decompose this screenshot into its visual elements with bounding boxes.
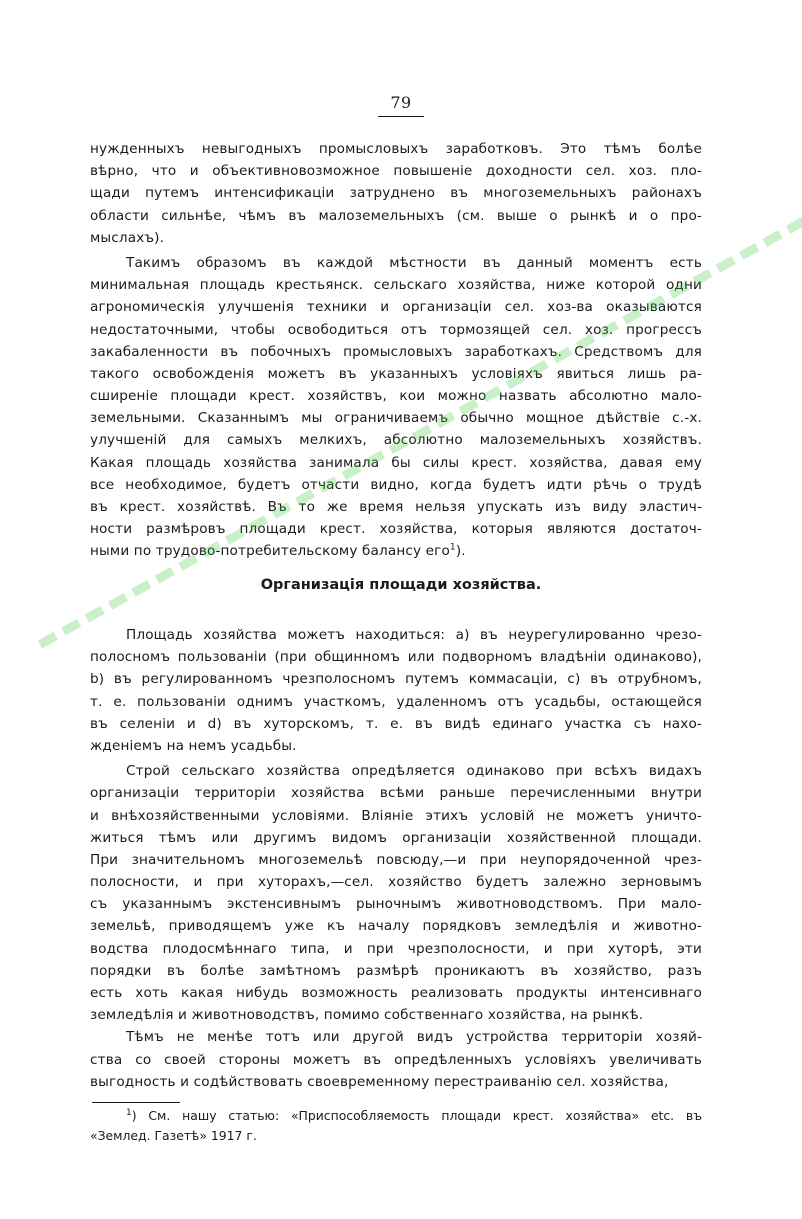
text-line: мыслахъ).	[90, 229, 165, 246]
text-line: такого освобожденія можетъ въ указанныхъ условіяхъ явиться лишь ра-	[90, 365, 702, 382]
text-line: организаціи территоріи хозяйства всѣми раньше перечисленными внутри	[90, 785, 702, 802]
footnote-line	[90, 1106, 702, 1126]
text-line: Такимъ образомъ въ каждой мѣстности въ данный моментъ есть	[126, 254, 702, 271]
text-line: земельѣ, приводящемъ уже къ началу порядковъ земледѣлія и животно-	[90, 918, 702, 935]
text-block-top	[90, 138, 702, 563]
text-line: порядки въ болѣе замѣтномъ размѣрѣ проникаютъ въ хозяйство, разъ	[90, 962, 702, 979]
text-line: агрономическія улучшенія техники и организаціи сел. хоз-ва оказываются	[90, 299, 702, 316]
text-line: сширеніе площади крест. хозяйствъ, кои можно назвать абсолютно мало-	[90, 388, 702, 405]
footnote	[90, 1106, 702, 1146]
text-line: есть хоть какая нибудь возможность реализовать продукты интенсивнаго	[90, 985, 702, 1001]
text-line: земельными. Сказаннымъ мы ограничиваемъ обычно мощное дѣйствіе с.-х.	[90, 410, 702, 427]
text-line: все необходимое, будетъ отчасти видно, когда будетъ идти рѣчь о трудѣ	[90, 476, 702, 493]
text-line: т. е. пользованіи однимъ участкомъ, удаленномъ отъ усадьбы, остающейся	[90, 693, 702, 710]
text-line: полосности, и при хуторахъ,—сел. хозяйство будетъ залежно зерновымъ	[90, 874, 702, 891]
footnote-separator	[92, 1102, 180, 1103]
text-line: вѣрно, что и объективновозможное повышеніе доходности сел. хоз. пло-	[90, 163, 702, 180]
text-line: ства со своей стороны можетъ въ опредѣленныхъ условіяхъ увеличивать	[90, 1051, 702, 1068]
text-line: съ указаннымъ экстенсивнымъ рыночнымъ животноводствомъ. При мало-	[90, 896, 702, 913]
text-line: b) въ регулированномъ чрезполосномъ путемъ коммасаціи, c) въ отрубномъ,	[90, 671, 702, 688]
text-fragment: ными по трудово-потребительскому балансу его	[90, 543, 450, 560]
paragraph	[90, 1026, 702, 1093]
text-line: Какая площадь хозяйства занимала бы силы крест. хозяйства, давая ему	[90, 454, 702, 471]
text-line: въ крест. хозяйствѣ. Въ то же время нельзя упускать изъ виду эластич-	[90, 499, 702, 515]
text-line: водства плодосмѣннаго типа, и при чрезполосности, и при хуторѣ, эти	[90, 940, 702, 957]
text-line: выгодность и содѣйствовать своевременному перестраиванію сел. хозяйства,	[90, 1073, 669, 1090]
text-line-with-footnote	[90, 540, 702, 562]
text-line: ности размѣровъ площади крест. хозяйства, которыя являются достаточ-	[90, 521, 702, 538]
text-fragment: ).	[455, 543, 466, 560]
text-line: жденіемъ на немъ усадьбы.	[90, 737, 297, 754]
text-line: въ селеніи и d) въ хуторскомъ, т. е. въ видѣ единаго участка съ нахо-	[90, 715, 702, 732]
text-line: недостаточными, чтобы освободиться отъ тормозящей сел. хоз. прогрессъ	[90, 321, 702, 338]
paragraph	[90, 760, 702, 1026]
text-line: области сильнѣе, чѣмъ въ малоземельныхъ (см. выше о рынкѣ и о про-	[90, 207, 702, 224]
text-block-bottom	[90, 624, 702, 1093]
section-heading: Организація площади хозяйства.	[260, 577, 542, 593]
text-line: полосномъ пользованіи (при общинномъ или подворномъ владѣніи одинаково),	[90, 649, 702, 666]
text-line: житься тѣмъ или другимъ видомъ организаціи хозяйственной площади.	[90, 829, 702, 846]
text-line: Площадь хозяйства можетъ находиться: a) въ неурегулированно чрезо-	[126, 627, 702, 643]
paragraph	[90, 624, 702, 757]
text-line: улучшеній для самыхъ мелкихъ, абсолютно малоземельныхъ хозяйствъ.	[90, 432, 702, 449]
text-line: закабаленности въ побочныхъ промысловыхъ заработкахъ. Средствомъ для	[90, 343, 702, 360]
text-line: земледѣлія и животноводствъ, помимо собственнаго хозяйства, на рынкѣ.	[90, 1007, 644, 1024]
paragraph	[90, 138, 702, 249]
text-line: Тѣмъ не менѣе тотъ или другой видъ устройства территоріи хозяй-	[126, 1029, 702, 1046]
text-line: Строй сельскаго хозяйства опредѣляется одинаково при всѣхъ видахъ	[126, 763, 702, 780]
page-number: 79	[390, 93, 412, 112]
footnote-reference: 1	[449, 542, 456, 553]
text-line: и внѣхозяйственными условіями. Вліяніе этихъ условій не можетъ уничто-	[90, 807, 702, 824]
text-line: нужденныхъ невыгодныхъ промысловыхъ заработковъ. Это тѣмъ болѣе	[90, 141, 702, 157]
page-number-underline	[378, 116, 424, 117]
paragraph	[90, 252, 702, 563]
text-line: минимальная площадь крестьянск. сельскаго хозяйства, ниже которой одни	[90, 277, 702, 294]
text-line: щади путемъ интенсификаціи затруднено въ многоземельныхъ районахъ	[90, 185, 702, 202]
footnote-mark: 1	[126, 1107, 132, 1118]
text-fragment: ) См. нашу статью: «Приспособляемость площади крест. хозяйства» etc. въ	[131, 1108, 702, 1123]
text-line: При значительномъ многоземельѣ повсюду,—и при неупорядоченной чрез-	[90, 851, 702, 868]
footnote-line: «Землед. Газетѣ» 1917 г.	[90, 1128, 257, 1143]
